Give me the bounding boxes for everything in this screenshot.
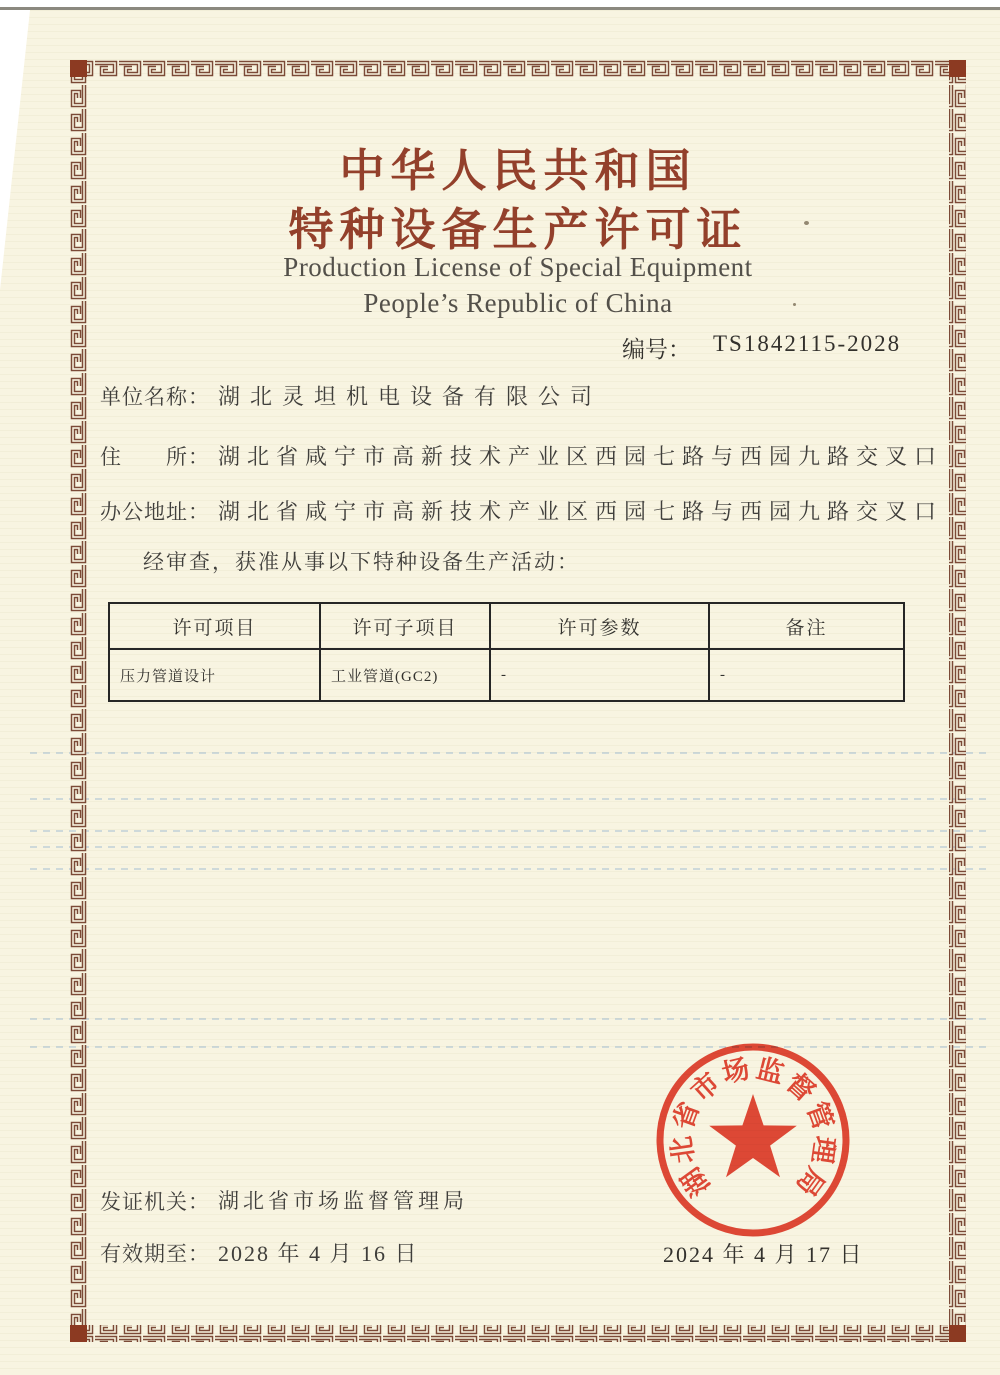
field-label-residence: 住 所： — [100, 445, 210, 469]
col-header-license-item: 许可项目 — [109, 603, 320, 649]
col-header-remarks: 备注 — [709, 603, 904, 649]
valid-until-value: 2028 年 4 月 16 日 — [218, 1241, 419, 1266]
field-value-residence: 湖北省咸宁市高新技术产业区西园七路与西园九路交叉口 — [218, 444, 944, 469]
field-value-company: 湖北灵坦机电设备有限公司 — [218, 384, 603, 409]
table-row — [109, 649, 904, 701]
seal-char: 湖 — [675, 1161, 716, 1202]
seal-char: 北 — [665, 1134, 700, 1166]
seal-char: 督 — [780, 1067, 821, 1108]
cell-license-item: 压力管道设计 — [109, 649, 320, 701]
issuer-value: 湖北省市场监督管理局 — [218, 1189, 468, 1213]
title-en-line2: People’s Republic of China — [363, 288, 673, 318]
seal-char: 管 — [801, 1097, 839, 1134]
issue-date: 2024 年 4 月 17 日 — [663, 1242, 864, 1267]
cell-license-parameter: - — [490, 649, 709, 701]
approval-note: 经审查，获准从事以下特种设备生产活动： — [143, 550, 580, 574]
title-en-line1: Production License of Special Equipment — [283, 252, 753, 282]
issuer-label: 发证机关： — [100, 1190, 210, 1214]
seal-char: 理 — [806, 1134, 841, 1166]
official-seal — [643, 1030, 863, 1250]
field-label-company: 单位名称： — [100, 385, 210, 409]
seal-star-icon — [709, 1094, 797, 1177]
title-cn-line1: 中华人民共和国 — [339, 145, 697, 196]
cell-remarks: - — [709, 649, 904, 701]
table-header-row — [109, 603, 904, 649]
seal-char: 省 — [667, 1097, 705, 1134]
title-cn-line2: 特种设备生产许可证 — [288, 204, 748, 255]
license-number-row — [622, 331, 901, 364]
seal-char: 市 — [685, 1067, 726, 1108]
scan-top-edge — [0, 7, 1000, 10]
seal-char: 场 — [719, 1053, 753, 1089]
col-header-license-subitem: 许可子项目 — [320, 603, 490, 649]
valid-until-label: 有效期至： — [100, 1242, 210, 1266]
seal-char: 监 — [753, 1053, 787, 1089]
cell-license-subitem: 工业管道(GC2) — [320, 649, 490, 701]
license-items-table — [108, 602, 905, 702]
license-number-label: 编号： — [622, 337, 691, 362]
field-value-office-address: 湖北省咸宁市高新技术产业区西园七路与西园九路交叉口 — [218, 499, 944, 524]
seal-char: 局 — [790, 1161, 831, 1202]
license-number-value: TS1842115-2028 — [713, 331, 902, 356]
field-label-office-address: 办公地址： — [100, 500, 210, 524]
col-header-license-parameter: 许可参数 — [490, 603, 709, 649]
